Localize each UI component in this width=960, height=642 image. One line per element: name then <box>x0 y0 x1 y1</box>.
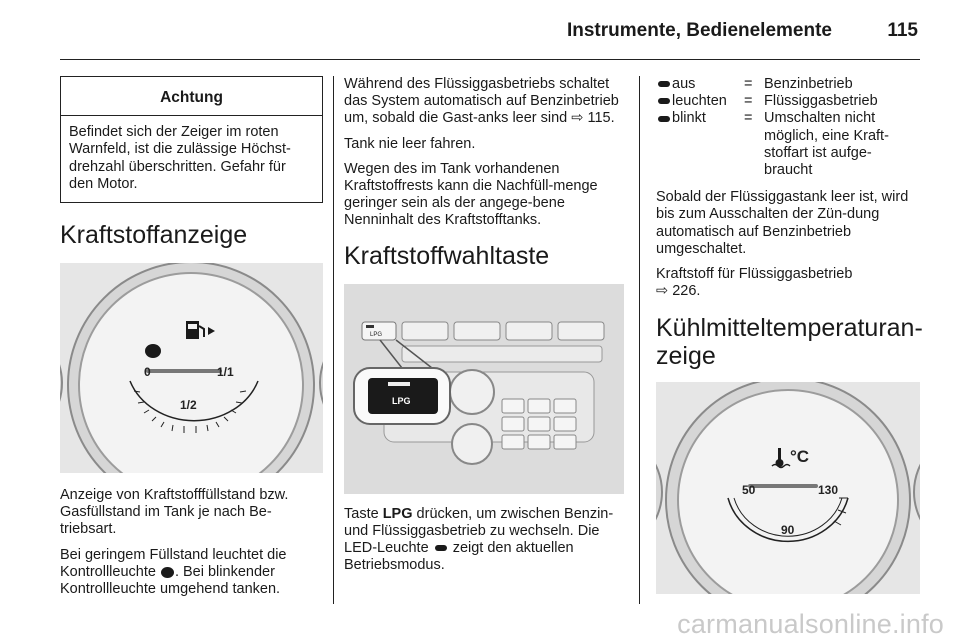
led-icon <box>658 116 670 122</box>
page-ref-icon: ⇨ <box>656 283 669 300</box>
warning-text: Befindet sich der Zeiger im roten Warnfeld, ist die zulässige Höchst-drehzahl überschritten. Gefahr für den Motor. <box>69 124 291 192</box>
led-state-row <box>656 93 914 110</box>
col2-para-a-ref: 115. <box>587 110 615 127</box>
fuel-selector-heading: Kraftstoffwahltaste <box>344 241 550 270</box>
led-equals: = <box>744 76 753 92</box>
column-3 <box>656 76 923 594</box>
col2-para-a <box>344 76 624 128</box>
fuel-para2-b: . Bei blinkender Kontrollleuchte umgehend tanken. <box>60 563 281 598</box>
led-state: blinkt <box>672 110 706 127</box>
col3-para-b-1: Kraftstoff für Flüssiggasbetrieb <box>656 266 853 283</box>
led-meaning: Flüssiggasbetrieb <box>764 93 878 110</box>
fuel-mark-half: 1/2 <box>180 398 197 413</box>
led-state-row <box>656 76 914 93</box>
coolant-mark-low: 50 <box>742 483 756 498</box>
coolant-mark-mid: 90 <box>781 523 795 538</box>
led-state: aus <box>672 76 696 92</box>
col2-para-a-text: Während des Flüssiggasbetriebs schaltet das System automatisch auf Benzinbetrieb um, sobald die Gast-anks leer sind <box>344 76 619 127</box>
fuel-warning-lamp-icon <box>161 567 174 578</box>
column-divider-2 <box>639 76 640 604</box>
page-header <box>60 14 920 54</box>
col2-para-d-2: drücken, um zwischen Benzin- und Flüssiggasbetrieb zu wechseln. Die LED-Leuchte <box>344 505 614 557</box>
led-state: leuchten <box>672 93 727 110</box>
coolant-unit: °C <box>790 447 810 467</box>
coolant-mark-high: 130 <box>818 483 839 498</box>
col2-para-b: Tank nie leer fahren. <box>344 135 476 152</box>
fuel-mark-empty: 0 <box>144 365 151 380</box>
fuel-gauge-para2 <box>60 547 323 599</box>
col2-para-d-3: zeigt den aktuellen Betriebsmodus. <box>344 540 574 574</box>
led-icon <box>658 81 670 87</box>
lpg-button-label: LPG <box>392 395 411 406</box>
col3-para-a: Sobald der Flüssiggastank leer ist, wird bis zum Ausschalten der Zün-dung automatisch auf Benzinbetrieb umgeschaltet. <box>656 189 909 257</box>
warning-box <box>60 76 323 203</box>
warning-title: Achtung <box>61 77 322 116</box>
header-rule <box>60 59 920 60</box>
coolant-heading: Kühlmitteltemperaturan-zeige <box>656 314 923 371</box>
fuel-gauge-heading: Kraftstoffanzeige <box>60 221 248 250</box>
fuel-gauge-para1: Anzeige von Kraftstofffüllstand bzw. Gasfüllstand im Tank je nach Be-triebsart. <box>60 487 289 538</box>
page-number: 115 <box>887 20 918 41</box>
coolant-gauge-figure <box>656 382 920 594</box>
fuel-mark-full: 1/1 <box>217 365 234 380</box>
led-state-row <box>656 110 914 179</box>
col3-para-b <box>656 266 920 300</box>
led-icon <box>435 545 447 551</box>
led-equals: = <box>744 110 753 127</box>
led-state-table <box>656 76 914 179</box>
col3-para-b-ref: 226. <box>672 283 701 300</box>
small-lpg-label: LPG <box>370 331 383 338</box>
column-2 <box>344 76 624 582</box>
lpg-key-name: LPG <box>382 505 413 522</box>
fuel-para2-a: Bei geringem Füllstand leuchtet die Kontrollleuchte <box>60 546 287 580</box>
column-1 <box>60 76 323 606</box>
led-equals: = <box>744 93 753 110</box>
led-meaning: Umschalten nicht möglich, eine Kraft-stoffart ist aufge-braucht <box>764 110 889 179</box>
col2-para-c: Wegen des im Tank vorhandenen Kraftstoffrests kann die Nachfüll-menge geringer sein als der angege-bene Nenninhalt des Kraftstofftanks. <box>344 160 598 229</box>
column-divider-1 <box>333 76 334 604</box>
section-title: Instrumente, Bedienelemente <box>566 20 832 41</box>
col2-para-d-1: Taste <box>344 505 379 522</box>
led-icon <box>658 98 670 104</box>
page-ref-icon: ⇨ <box>571 110 584 127</box>
lpg-button-figure <box>344 284 624 494</box>
watermark: carmanualsonline.info <box>677 609 944 639</box>
col2-para-d <box>344 506 624 575</box>
led-meaning: Benzinbetrieb <box>764 76 853 92</box>
fuel-gauge-figure <box>60 263 323 473</box>
